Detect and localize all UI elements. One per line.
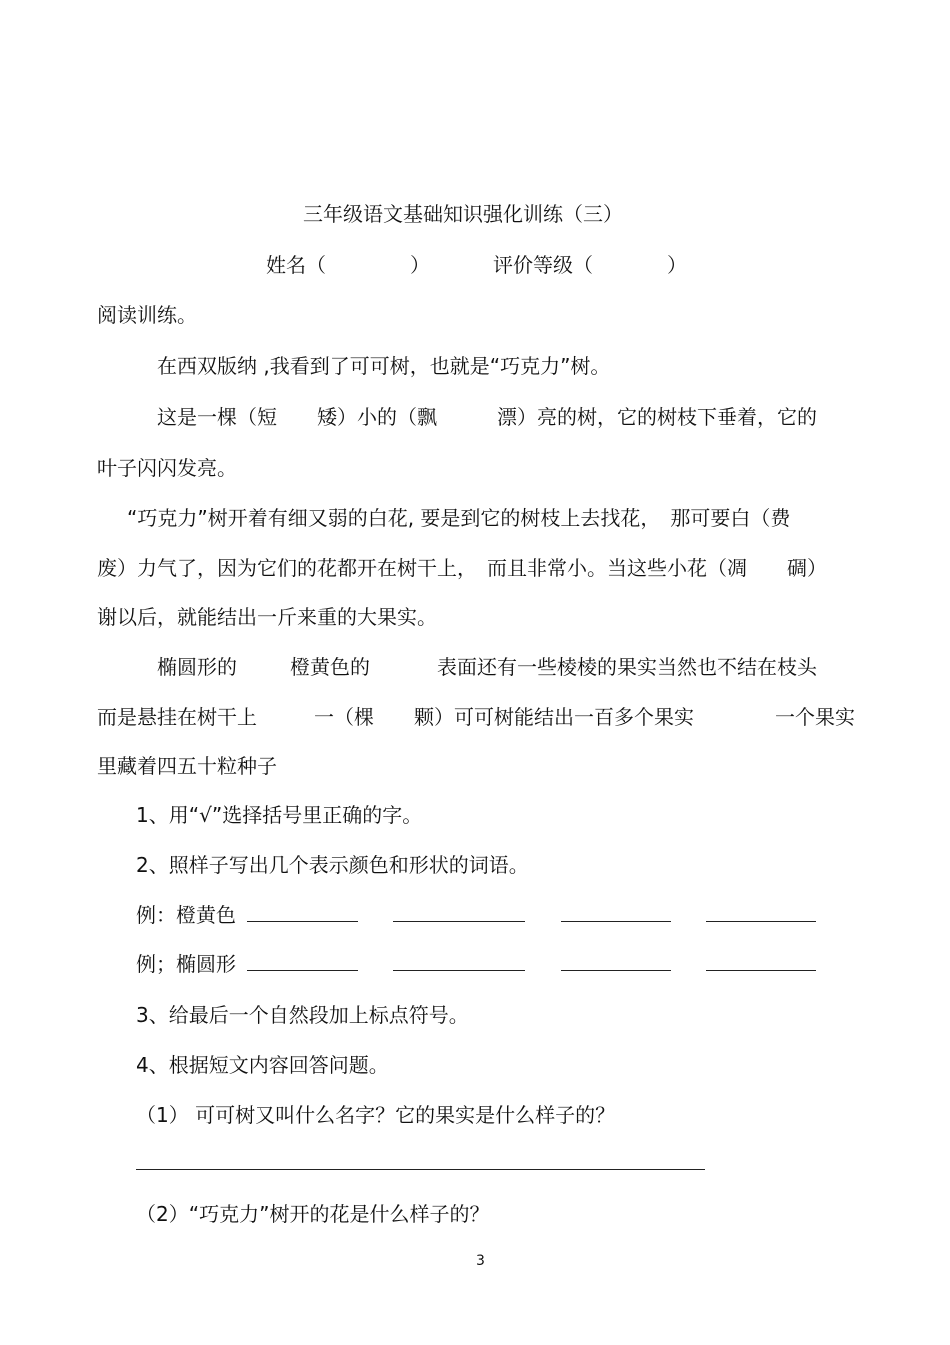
example-2-label: 例；椭圆形 [136,952,236,976]
passage-paragraph-3-line-1: “巧克力”树开着有细又弱的白花, 要是到它的树枝上去找花， 那可要白（费 [127,506,791,530]
passage-paragraph-4-segment-e: 一（棵 颗）可可树能结出一百多个果实 [314,705,694,729]
answer-blank[interactable] [247,970,358,971]
answer-blank[interactable] [247,921,358,922]
passage-paragraph-4-segment-b: 橙黄色的 [290,655,370,679]
answer-blank[interactable] [706,921,816,922]
passage-paragraph-2-line-2: 叶子闪闪发亮。 [97,456,237,480]
passage-paragraph-4-segment-f: 一个果实 [775,705,855,729]
page-title: 三年级语文基础知识强化训练（三） [303,202,623,226]
question-4-2: （2）“巧克力”树开的花是什么样子的？ [136,1202,490,1226]
passage-paragraph-4-segment-d: 而是悬挂在树干上 [97,705,257,729]
question-1: 1、用“√”选择括号里正确的字。 [136,803,423,827]
name-label: 姓名（ [266,253,326,277]
passage-paragraph-1: 在西双版纳 ,我看到了可可树，也就是“巧克力”树。 [157,354,611,378]
page-number: 3 [476,1253,485,1269]
answer-blank[interactable] [561,970,671,971]
passage-paragraph-4-segment-g: 里藏着四五十粒种子 [97,754,277,778]
answer-line[interactable] [136,1169,705,1170]
grade-label: 评价等级（ [493,253,593,277]
question-4: 4、根据短文内容回答问题。 [136,1053,389,1077]
answer-blank[interactable] [393,921,525,922]
passage-paragraph-4-segment-c: 表面还有一些棱棱的果实当然也不结在枝头 [437,655,817,679]
passage-paragraph-3-line-2: 废）力气了，因为它们的花都开在树干上， 而且非常小。当这些小花（凋 碉） [97,556,827,580]
answer-blank[interactable] [393,970,525,971]
passage-paragraph-2-line-1: 这是一棵（短 矮）小的（飘 漂）亮的树，它的树枝下垂着，它的 [157,405,817,429]
grade-close-paren: ） [667,253,687,277]
name-close-paren: ） [410,253,430,277]
section-label: 阅读训练。 [97,303,197,327]
answer-blank[interactable] [561,921,671,922]
question-4-1: （1） 可可树又叫什么名字？它的果实是什么样子的？ [136,1103,616,1127]
passage-paragraph-4-segment-a: 椭圆形的 [157,655,237,679]
passage-paragraph-3-line-3: 谢以后，就能结出一斤来重的大果实。 [97,605,437,629]
answer-blank[interactable] [706,970,816,971]
question-3: 3、给最后一个自然段加上标点符号。 [136,1003,469,1027]
example-1-label: 例：橙黄色 [136,903,236,927]
question-2: 2、照样子写出几个表示颜色和形状的词语。 [136,853,529,877]
